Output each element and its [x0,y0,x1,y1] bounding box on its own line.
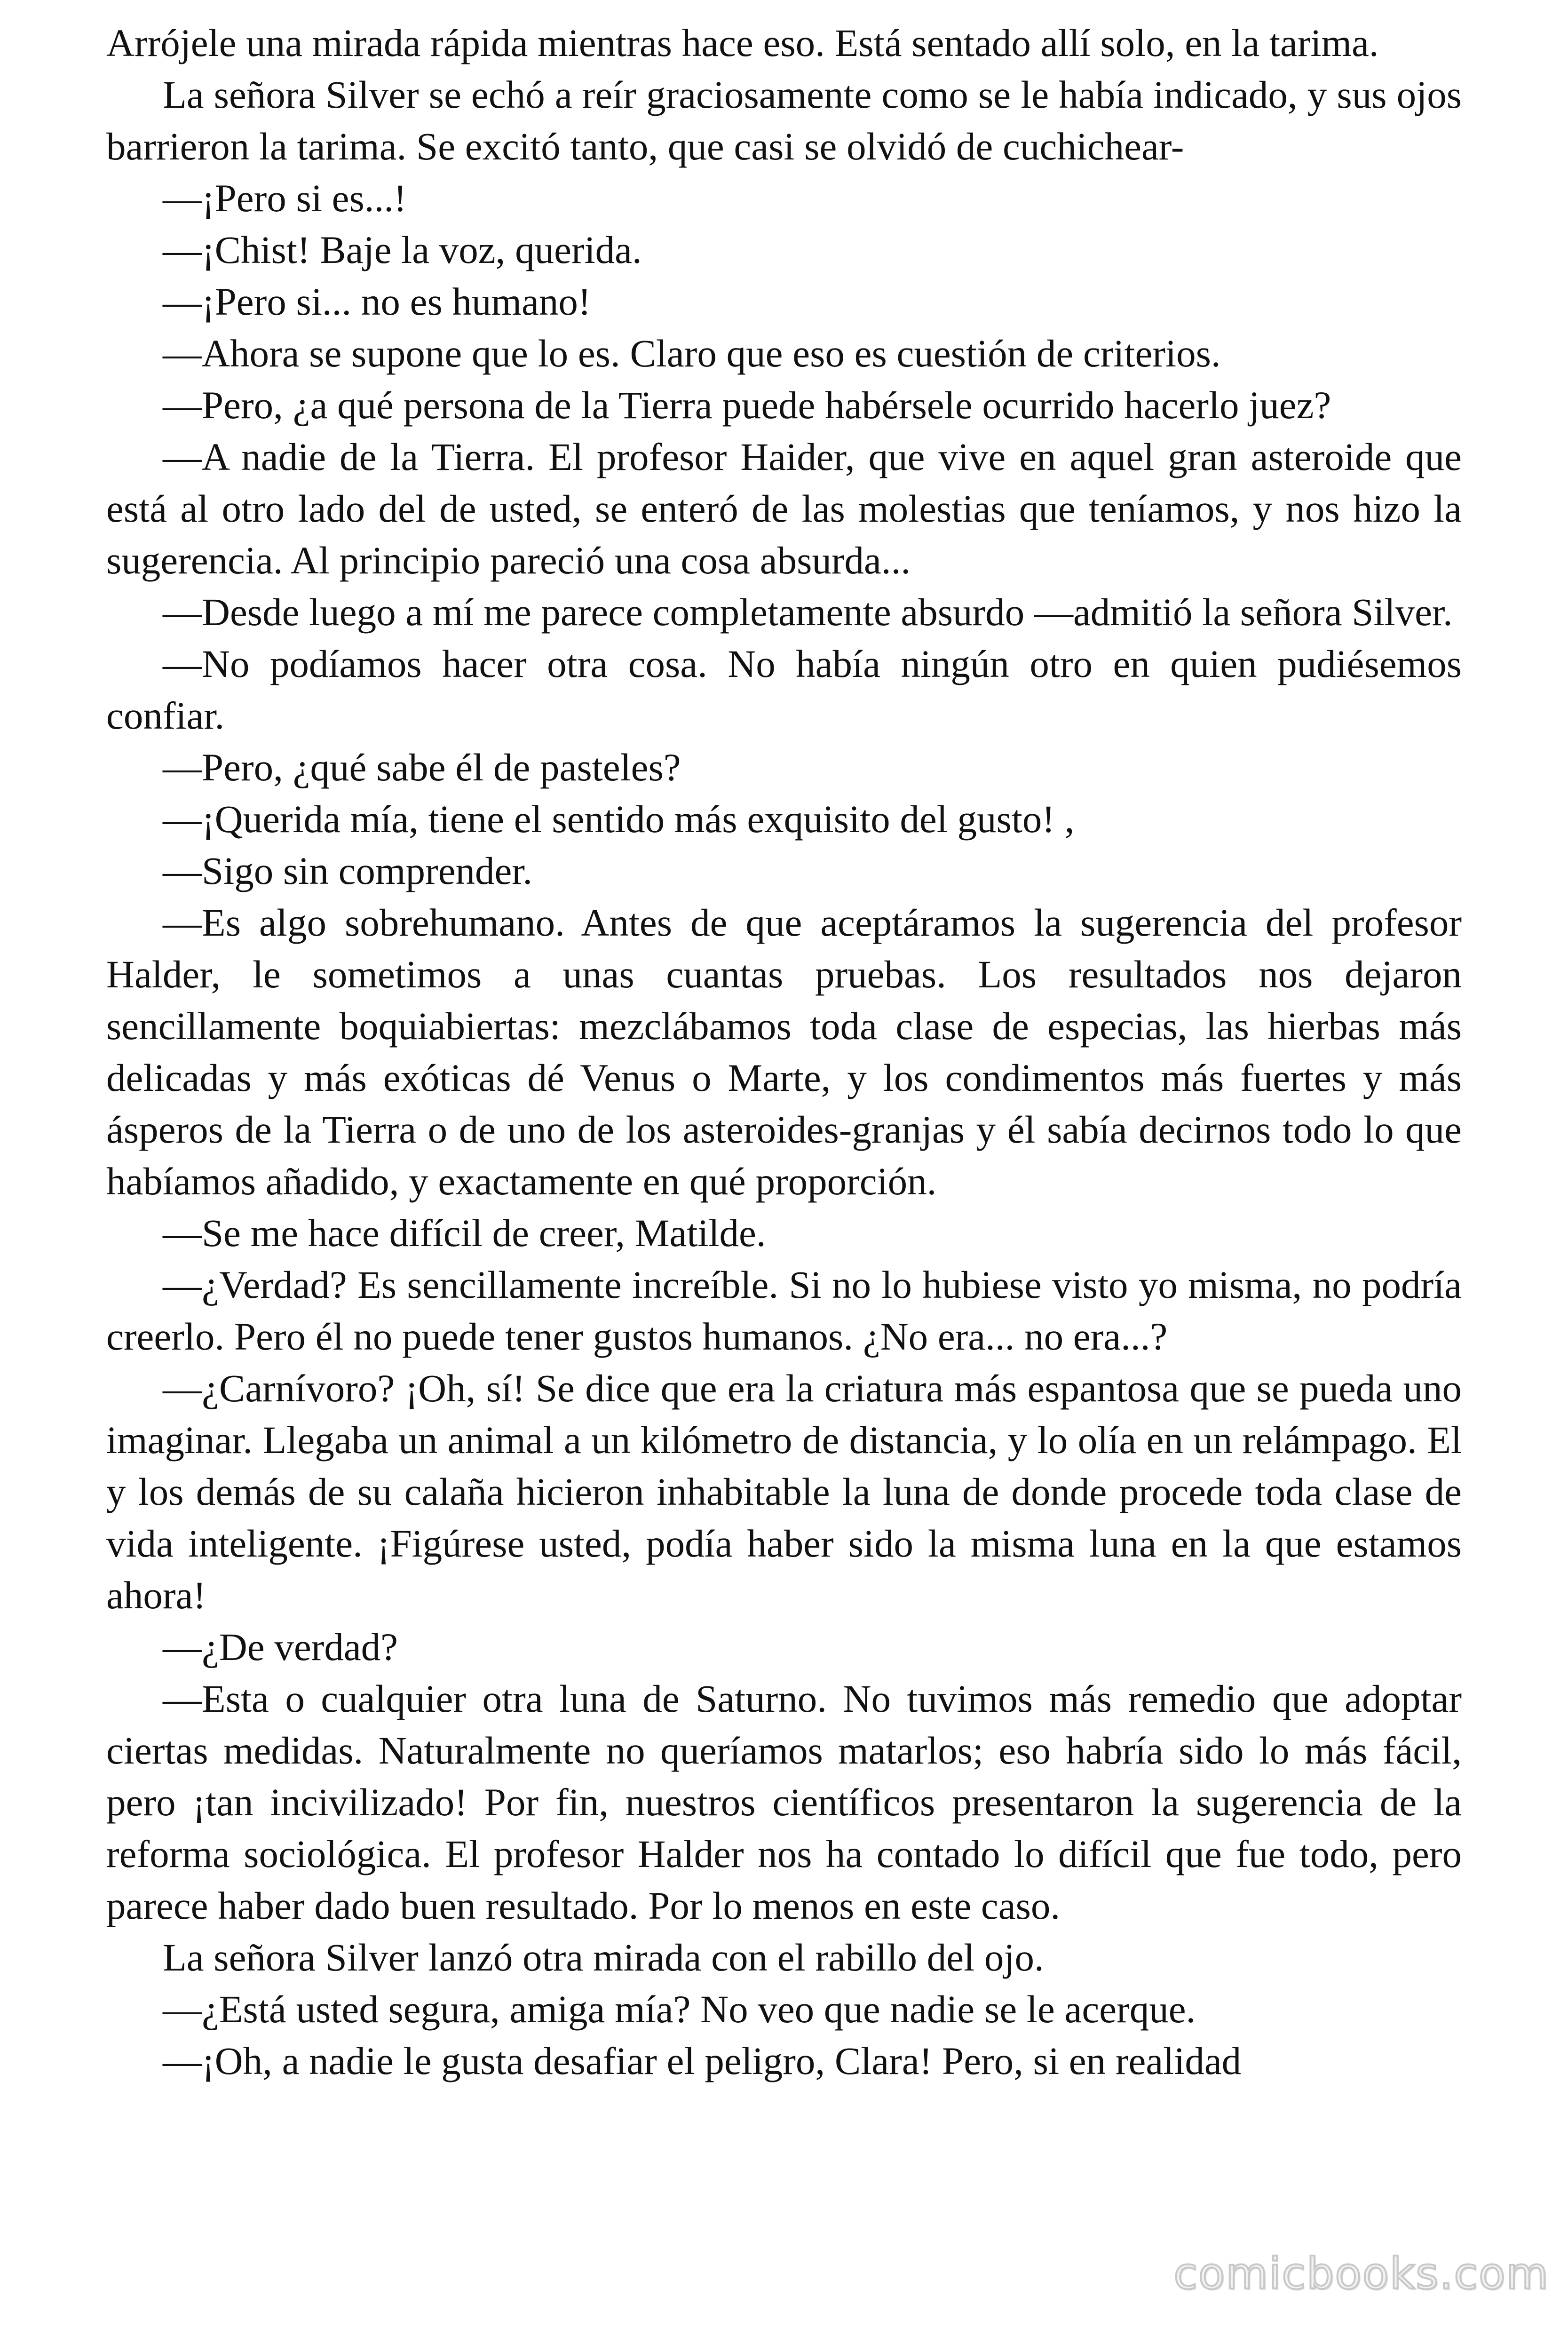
paragraph: —¡Chist! Baje la voz, querida. [163,228,642,271]
paragraph: —¿Carnívoro? ¡Oh, sí! Se dice que era la criatura más espantosa que se pueda uno imaginar. Llegaba un animal a un kilómetro de distancia, y lo olía en un relámpago. El y los demás de su calaña hicieron inhabitable la luna de donde procede toda clase de vida inteligente. ¡Figúrese usted, podía haber sido la misma luna en la que estamos ahora! [106,1367,1462,1617]
paragraph: —No podíamos hacer otra cosa. No había ningún otro en quien pudiésemos confiar. [106,642,1462,737]
paragraph: —Ahora se supone que lo es. Claro que eso es cuestión de criterios. [163,332,1221,375]
paragraph: —¿De verdad? [163,1625,398,1669]
paragraph: —A nadie de la Tierra. El profesor Haider, que vive en aquel gran asteroide que está al otro lado del de usted, se enteró de las molestias que teníamos, y nos hizo la sugerencia. Al principio pareció una cosa absurda... [106,435,1462,582]
page-body-text [106,17,1462,2087]
paragraph: —¿Verdad? Es sencillamente increíble. Si no lo hubiese visto yo misma, no podría creerlo. Pero él no puede tener gustos humanos. ¿No era... no era...? [106,1263,1462,1358]
paragraph: —¡Oh, a nadie le gusta desafiar el peligro, Clara! Pero, si en realidad [163,2039,1242,2082]
paragraph: —¡Pero si es...! [163,176,407,220]
paragraph: La señora Silver lanzó otra mirada con el rabillo del ojo. [163,1936,1044,1979]
paragraph: —Desde luego a mí me parece completamente absurdo —admitió la señora Silver. [163,590,1453,634]
paragraph: —Esta o cualquier otra luna de Saturno. No tuvimos más remedio que adoptar ciertas medidas. Naturalmente no queríamos matarlos; eso habría sido lo más fácil, pero ¡tan incivilizado! Por fin, nuestros científicos presentaron la sugerencia de la reforma sociológica. El profesor Halder nos ha contado lo difícil que fue todo, pero parece haber dado buen resultado. Por lo menos en este caso. [106,1677,1462,1927]
paragraph: —¿Está usted segura, amiga mía? No veo que nadie se le acerque. [163,1987,1196,2031]
watermark-logo: comicbooks.com [1173,2249,1549,2299]
paragraph: —¡Pero si... no es humano! [163,280,591,323]
paragraph: —Pero, ¿qué sabe él de pasteles? [163,746,681,789]
paragraph: Arrójele una mirada rápida mientras hace eso. Está sentado allí solo, en la tarima. [106,21,1379,64]
paragraph: —Pero, ¿a qué persona de la Tierra puede habérsele ocurrido hacerlo juez? [163,383,1331,427]
paragraph: La señora Silver se echó a reír graciosamente como se le había indicado, y sus ojos barrieron la tarima. Se excitó tanto, que casi se olvidó de cuchichear- [106,73,1462,168]
paragraph: —Sigo sin comprender. [163,849,533,892]
paragraph: —Es algo sobrehumano. Antes de que aceptáramos la sugerencia del profesor Halder, le sometimos a unas cuantas pruebas. Los resultados nos dejaron sencillamente boquiabiertas: mezclábamos toda clase de especias, las hierbas más delicadas y más exóticas dé Venus o Marte, y los condimentos más fuertes y más ásperos de la Tierra o de uno de los asteroides-granjas y él sabía decirnos todo lo que habíamos añadido, y exactamente en qué proporción. [106,901,1462,1203]
paragraph: —¡Querida mía, tiene el sentido más exquisito del gusto! , [163,797,1075,841]
paragraph: —Se me hace difícil de creer, Matilde. [163,1211,766,1255]
